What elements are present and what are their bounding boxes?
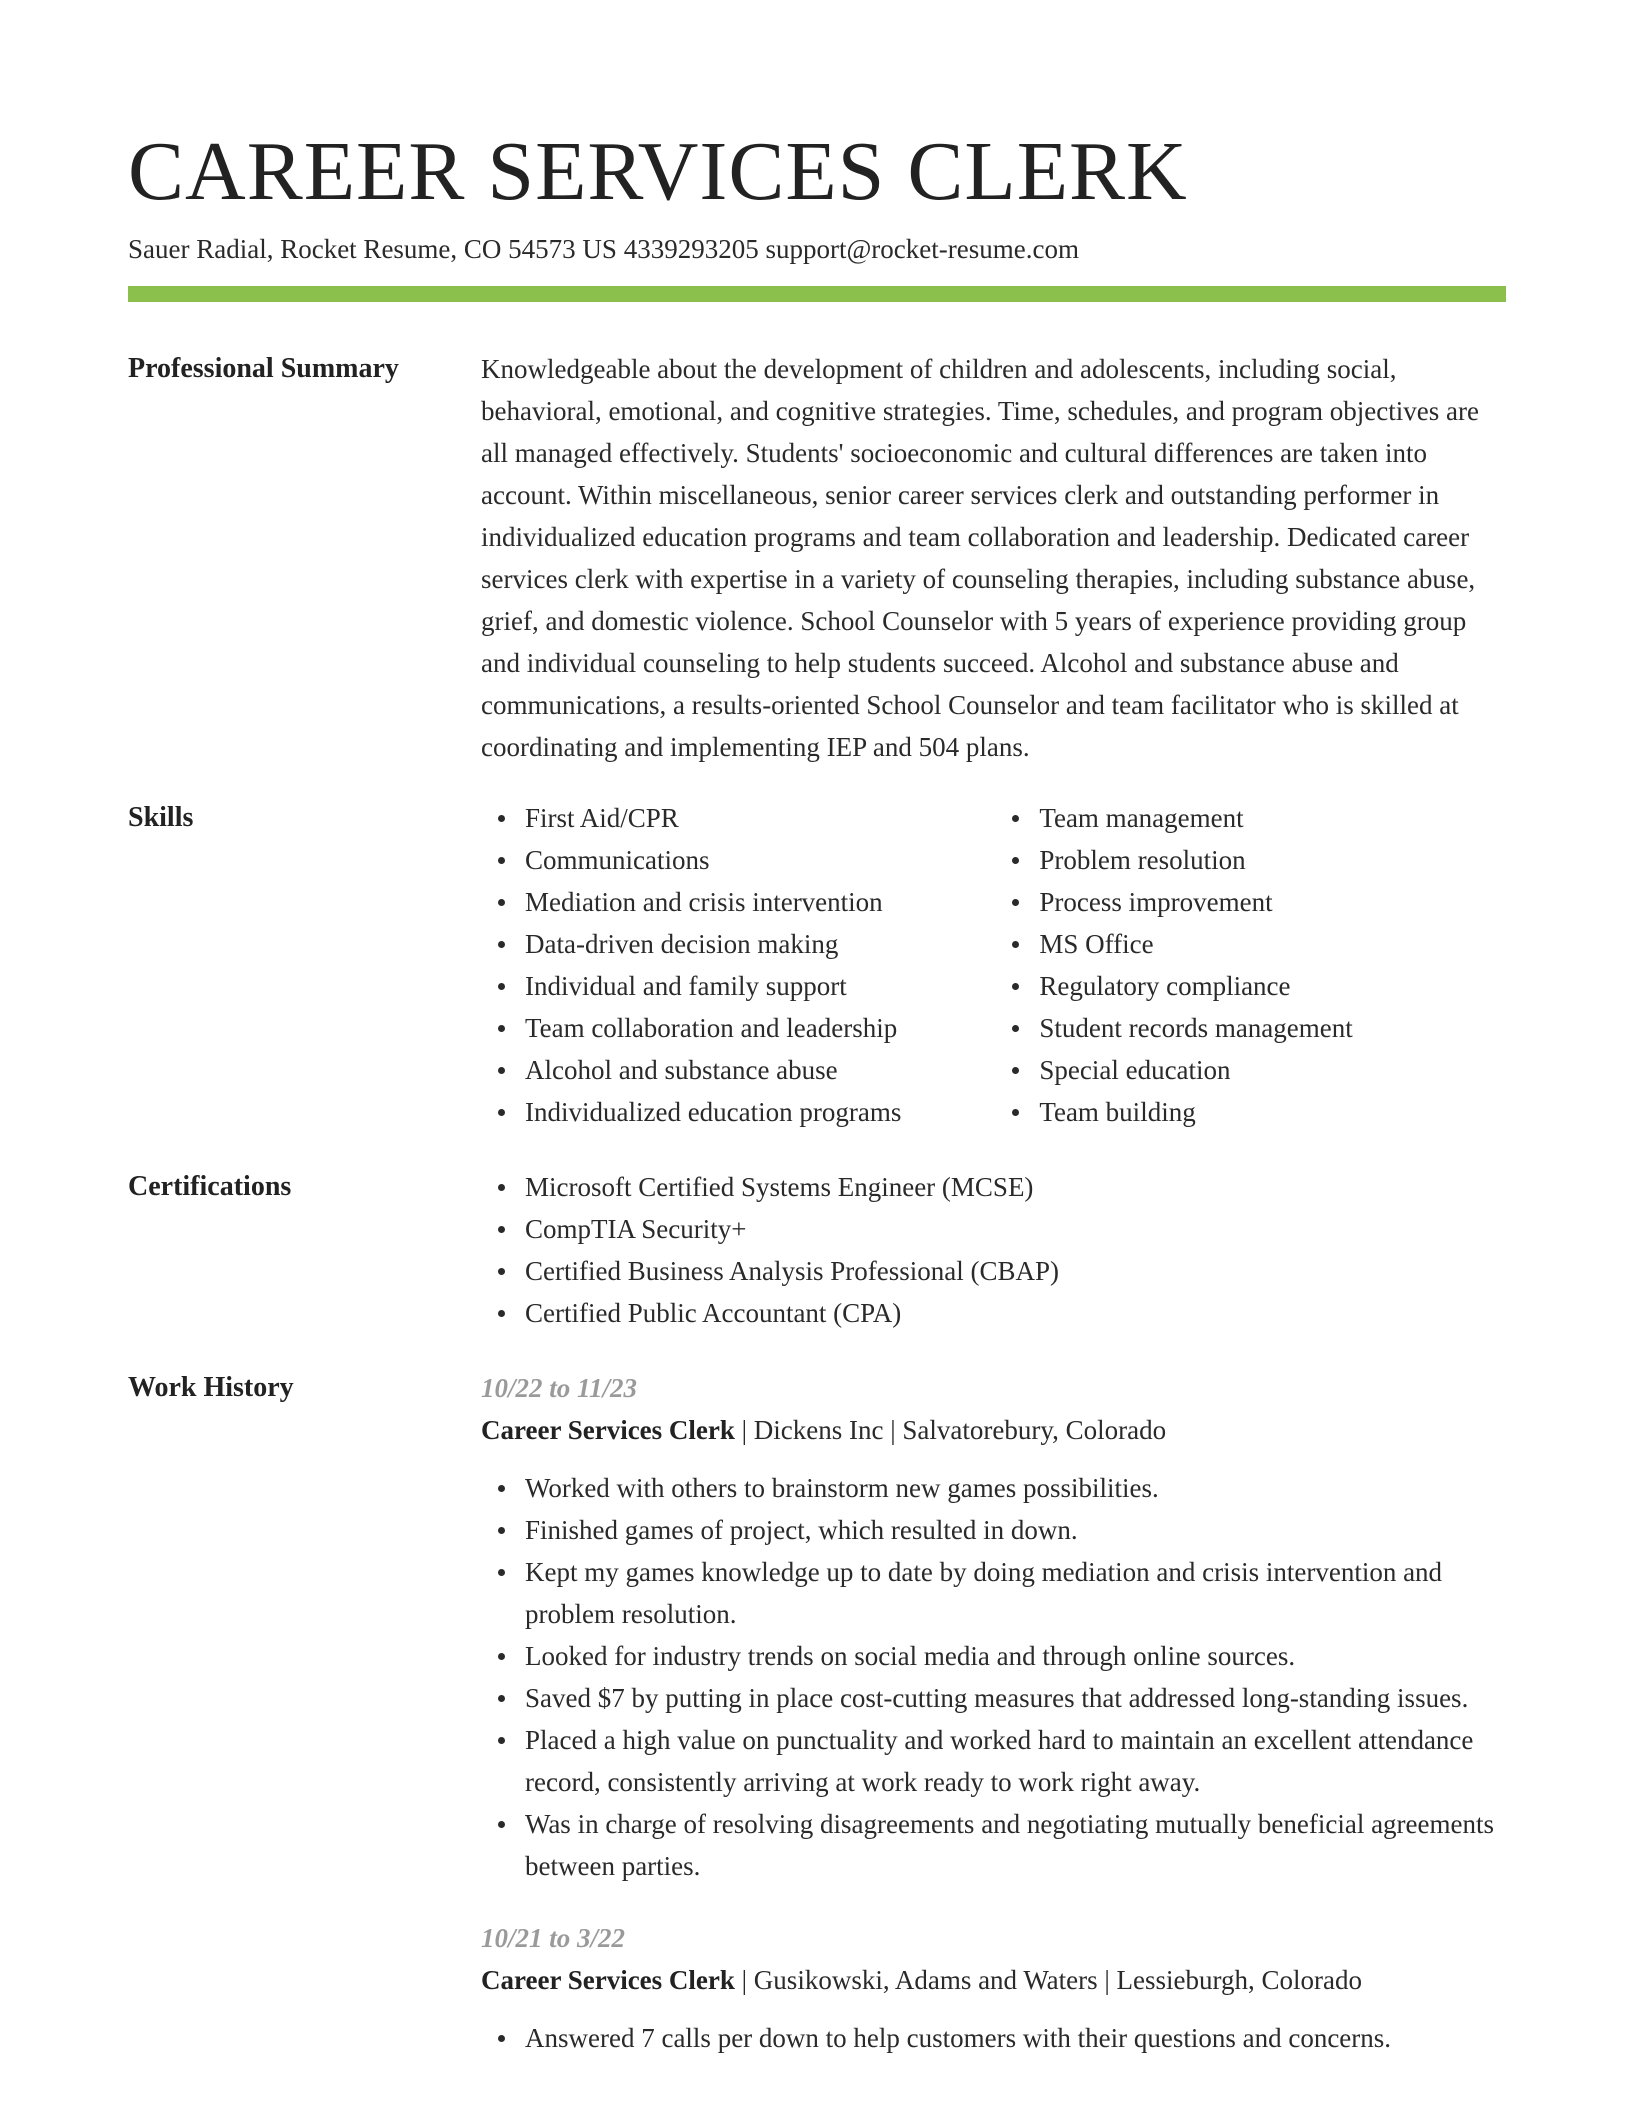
- certification-item: Microsoft Certified Systems Engineer (MCSE): [525, 1166, 1506, 1208]
- skill-item: Data-driven decision making: [525, 923, 995, 965]
- skill-item: Team building: [1039, 1091, 1506, 1133]
- certifications-label: Certifications: [128, 1171, 292, 1202]
- skill-item: Student records management: [1039, 1007, 1506, 1049]
- accent-divider: [128, 286, 1506, 302]
- job-dates: 10/21 to 3/22: [481, 1923, 626, 1953]
- skill-item: Mediation and crisis intervention: [525, 881, 995, 923]
- skill-item: Alcohol and substance abuse: [525, 1049, 995, 1091]
- summary-label: Professional Summary: [128, 353, 399, 384]
- job-title-line: [481, 1409, 1506, 1451]
- job-dates: 10/22 to 11/23: [481, 1373, 638, 1403]
- job-bullets: [481, 1467, 1506, 1887]
- certifications-body: [481, 1166, 1506, 1334]
- skill-item: Team collaboration and leadership: [525, 1007, 995, 1049]
- contact-line: Sauer Radial, Rocket Resume, CO 54573 US 4339293205 support@rocket-resume.com: [128, 234, 1079, 264]
- job-bullet: Was in charge of resolving disagreements and negotiating mutually beneficial agreements between parties.: [525, 1803, 1506, 1887]
- skill-item: Individual and family support: [525, 965, 995, 1007]
- skills-label: Skills: [128, 802, 194, 833]
- job-bullet: Saved $7 by putting in place cost-cutting measures that addressed long-standing issues.: [525, 1677, 1506, 1719]
- job-bullet: Worked with others to brainstorm new games possibilities.: [525, 1467, 1506, 1509]
- job-role: Career Services Clerk: [481, 1415, 735, 1445]
- work-history-body: [481, 1367, 1506, 2089]
- job-bullet: Placed a high value on punctuality and worked hard to maintain an excellent attendance record, consistently arriving at work ready to work right away.: [525, 1719, 1506, 1803]
- certification-item: Certified Business Analysis Professional (CBAP): [525, 1250, 1506, 1292]
- skill-item: MS Office: [1039, 923, 1506, 965]
- job-entry: [481, 1367, 1506, 1887]
- skill-item: Process improvement: [1039, 881, 1506, 923]
- certifications-list: [481, 1166, 1506, 1334]
- skill-item: Team management: [1039, 797, 1506, 839]
- job-bullets: [481, 2017, 1506, 2059]
- certification-item: Certified Public Accountant (CPA): [525, 1292, 1506, 1334]
- skill-item: Communications: [525, 839, 995, 881]
- job-bullet: Looked for industry trends on social media and through online sources.: [525, 1635, 1506, 1677]
- job-title-line: [481, 1959, 1506, 2001]
- skills-list-column-1: [481, 797, 995, 1133]
- summary-text: Knowledgeable about the development of children and adolescents, including social, behavioral, emotional, and cognitive strategies. Time, schedules, and program objectives are all managed effectively. Students' socioeconomic and cultural differences are taken into account. Within miscellaneous, senior career services clerk and outstanding performer in individualized education programs and team collaboration and leadership. Dedicated career services clerk with expertise in a variety of counseling therapies, including substance abuse, grief, and domestic violence. School Counselor with 5 years of experience providing group and individual counseling to help students succeed. Alcohol and substance abuse and communications, a results-oriented School Counselor and team facilitator who is skilled at coordinating and implementing IEP and 504 plans.: [481, 354, 1479, 762]
- job-employer-location: | Dickens Inc | Salvatorebury, Colorado: [734, 1415, 1167, 1445]
- skill-item: Special education: [1039, 1049, 1506, 1091]
- skill-item: First Aid/CPR: [525, 797, 995, 839]
- skill-item: Regulatory compliance: [1039, 965, 1506, 1007]
- job-role: Career Services Clerk: [481, 1965, 735, 1995]
- skill-item: Problem resolution: [1039, 839, 1506, 881]
- summary-body: [481, 348, 1506, 768]
- job-bullet: Finished games of project, which resulted in down.: [525, 1509, 1506, 1551]
- skill-item: Individualized education programs: [525, 1091, 995, 1133]
- job-bullet: Kept my games knowledge up to date by doing mediation and crisis intervention and problem resolution.: [525, 1551, 1506, 1635]
- skills-list-column-2: [995, 797, 1506, 1133]
- job-entry: [481, 1917, 1506, 2059]
- work-history-label: Work History: [128, 1372, 294, 1403]
- certification-item: CompTIA Security+: [525, 1208, 1506, 1250]
- job-bullet: Answered 7 calls per down to help customers with their questions and concerns.: [525, 2017, 1506, 2059]
- resume-name-heading: CAREER SERVICES CLERK: [128, 125, 1188, 218]
- skills-body: [481, 797, 1506, 1133]
- job-employer-location: | Gusikowski, Adams and Waters | Lessieburgh, Colorado: [734, 1965, 1362, 1995]
